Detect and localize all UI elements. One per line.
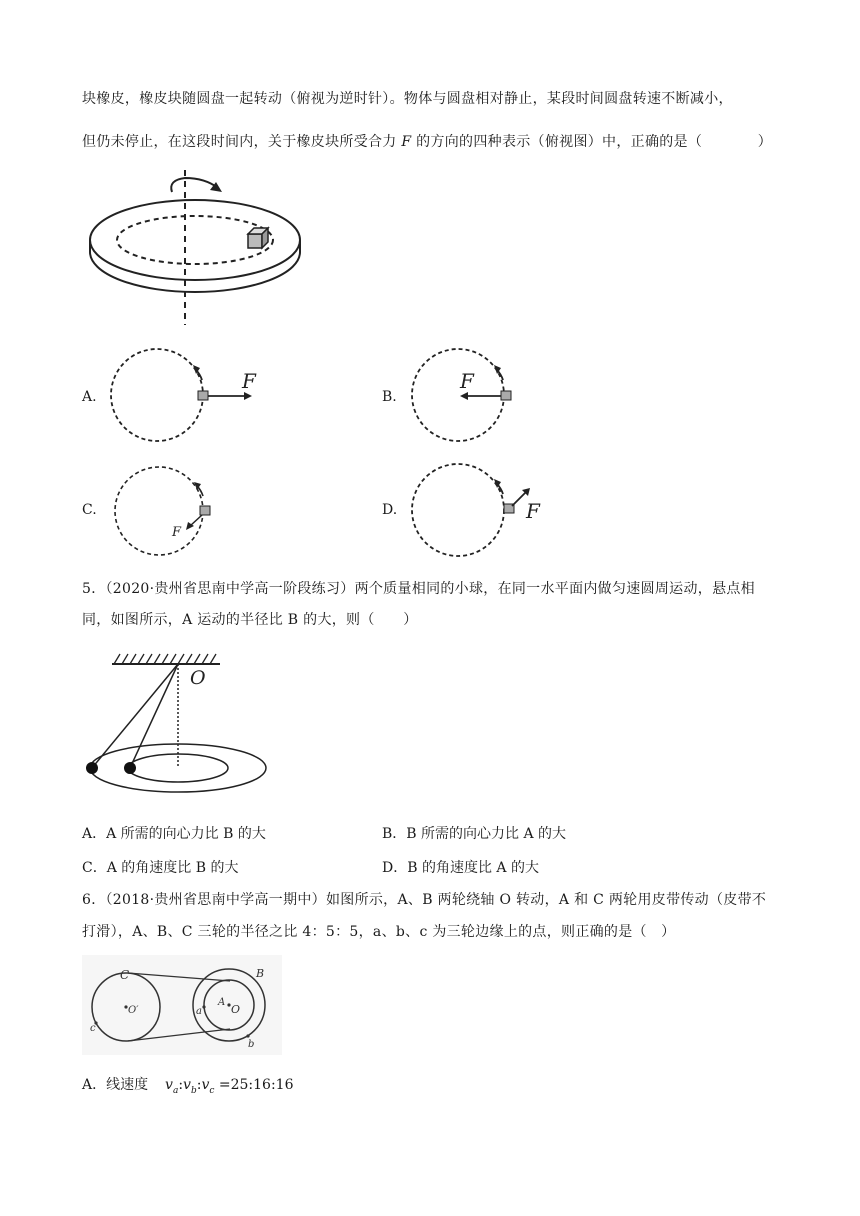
q6-text-line1: 6．（2018·贵州省思南中学高一期中）如图所示，A、B 两轮绕轴 O 转动，A 和 C 两轮用皮带传动（皮带不 [82, 892, 767, 908]
q6-label-a: a [196, 1006, 202, 1017]
q4-option-a-label[interactable]: A. [82, 389, 97, 405]
q4-option-d-force: F [526, 499, 540, 523]
q5-pendulum-figure [82, 650, 282, 790]
q4-disc-figure [80, 170, 310, 330]
q4-option-a-force: F [242, 369, 256, 393]
q5-text-line2: 同，如图所示，A 运动的半径比 B 的大，则（ ） [82, 612, 418, 628]
q6-text-line2: 打滑），A、B、C 三轮的半径之比 4：5：5，a、b、c 为三轮边缘上的点，则正确的是（ ） [82, 924, 676, 940]
q4-option-b-label[interactable]: B. [382, 389, 397, 405]
q4-text-line2: 但仍未停止，在这段时间内，关于橡皮块所受合力 F 的方向的四种表示（俯视图）中，正确的是（ ） [82, 134, 772, 150]
q4-option-d-figure[interactable] [410, 460, 560, 560]
q6-label-Oprime: O′ [128, 1005, 139, 1016]
q6-option-a-prefix: A．线速度 [82, 1077, 149, 1093]
q5-option-b[interactable]: B．B 所需的向心力比 A 的大 [382, 826, 567, 842]
q5-option-d[interactable]: D．B 的角速度比 A 的大 [382, 860, 539, 876]
q4-option-c-figure[interactable] [112, 466, 222, 558]
q4-text-line2-b: 的方向的四种表示（俯视图）中，正确的是（ [416, 134, 703, 150]
q5-pivot-label: O [190, 667, 206, 689]
eraser-block [248, 228, 268, 248]
q6-option-a[interactable]: A．线速度 $v_a:v_b:v_c$ =25:16:16 [82, 1077, 294, 1096]
q5-option-c[interactable]: C．A 的角速度比 B 的大 [82, 860, 239, 876]
q4-option-b-figure[interactable] [410, 348, 530, 444]
q4-text-line2-a: 但仍未停止，在这段时间内，关于橡皮块所受合力 [82, 134, 397, 150]
q4-text-line1: 块橡皮，橡皮块随圆盘一起转动（俯视为逆时针）。物体与圆盘相对静止，某段时间圆盘转速不断减小， [82, 91, 733, 107]
q6-label-c: c [90, 1023, 96, 1034]
q4-option-c-label[interactable]: C. [82, 502, 97, 518]
q6-wheels-figure [82, 955, 282, 1055]
q6-label-A: A [218, 997, 226, 1008]
q5-text-line1: 5．（2020·贵州省思南中学高一阶段练习）两个质量相同的小球，在同一水平面内做匀速圆周运动，悬点相 [82, 581, 755, 597]
q6-label-O: O [231, 1003, 241, 1016]
q4-option-c-force: F [172, 525, 182, 540]
q4-option-a-figure[interactable] [108, 348, 268, 444]
q6-label-b: b [248, 1039, 255, 1050]
q4-force-var: F [401, 134, 412, 150]
q4-option-b-force: F [460, 369, 474, 393]
q6-option-a-ratio: =25:16:16 [218, 1077, 294, 1093]
q6-label-C: C [120, 968, 130, 982]
q6-label-B: B [256, 967, 265, 980]
q5-option-a[interactable]: A．A 所需的向心力比 B 的大 [82, 826, 266, 842]
q4-option-d-label[interactable]: D. [382, 502, 398, 518]
